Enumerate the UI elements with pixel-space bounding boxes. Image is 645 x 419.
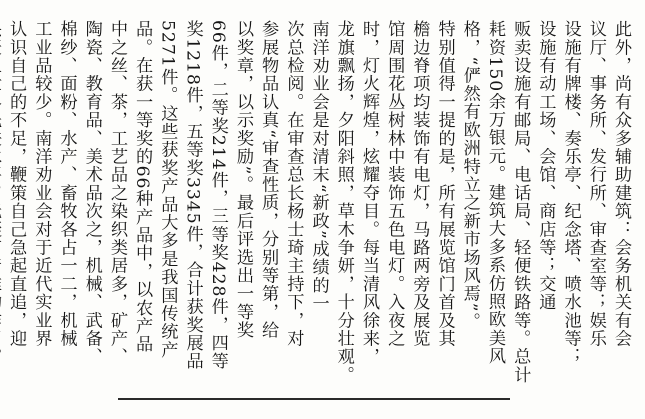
text-line: 此外，尚有众多辅助建筑：会务机关有会 xyxy=(611,20,631,348)
text-line: 格，“俨然有欧洲特立之新市场风焉”。 xyxy=(459,20,480,331)
text-line: 参展物品认真“审查性质，分别等第，给 xyxy=(258,20,279,340)
text-line: 66件，二等奖214件，三等奖428件，四等 xyxy=(207,20,228,371)
text-line: 龙旗飘扬，夕阳斜照，草木争妍，十分壮观。 xyxy=(333,20,354,384)
text-line: 贩卖设施有邮局、电话局、轻便铁路等。总计 xyxy=(510,20,531,384)
text-line: 檐边脊项均装饰有电灯，马路两旁及展览 xyxy=(409,20,430,348)
text-line: 时，灯火辉煌，炫耀夺目。每当清风徐来， xyxy=(358,20,379,366)
text-line: 品。在获一等奖的66种产品中，以农产品 xyxy=(132,20,153,354)
text-line: 南洋劝业会是对清末“新政”成绩的一 xyxy=(308,20,329,313)
bottom-rule-divider xyxy=(118,398,510,400)
text-line: 耗资150余万银元。建筑大多系仿照欧美风 xyxy=(484,20,505,366)
text-line xyxy=(0,20,3,382)
text-line: 特别值得一提的是，所有展览馆门首及其 xyxy=(434,20,455,348)
text-line: 工业品较少。南洋劝业会对于近代实业界 xyxy=(31,20,52,348)
text-line: 馆周围花丛树林中装饰五色电灯。入夜之 xyxy=(384,20,405,348)
text-line: 认识自己的不足，鞭策自己急起直追，迎 xyxy=(6,20,27,348)
text-line: 奖1218件，五等奖3345件，合计获奖展品 xyxy=(182,20,203,371)
text-line: 以奖章，以示奖励”。最后评选出一等奖 xyxy=(232,20,253,340)
text-line: 5271件。这些获奖产品大多是我国传统产 xyxy=(157,20,178,359)
text-line: 中之丝、茶，工艺品之染织类居多，矿产、 xyxy=(106,20,127,366)
text-line: 次总检阅。在审查总长杨士琦主持下，对 xyxy=(283,20,304,348)
text-line: 议厅、事务所、发行所、审查室等；娱乐 xyxy=(585,20,606,348)
text-line: 设施有动工场、会馆、商店等；交通 xyxy=(535,20,556,312)
vertical-text-body xyxy=(6,20,633,384)
text-line: 棉纱、面粉、水产、畜牧各占一二，机械 xyxy=(56,20,77,348)
text-line: 设施有牌楼、奏乐亭、纪念塔、喷水池等； xyxy=(560,20,581,366)
text-line: 陶瓷、教育品、美术品次之，机械、武备、 xyxy=(81,20,102,366)
